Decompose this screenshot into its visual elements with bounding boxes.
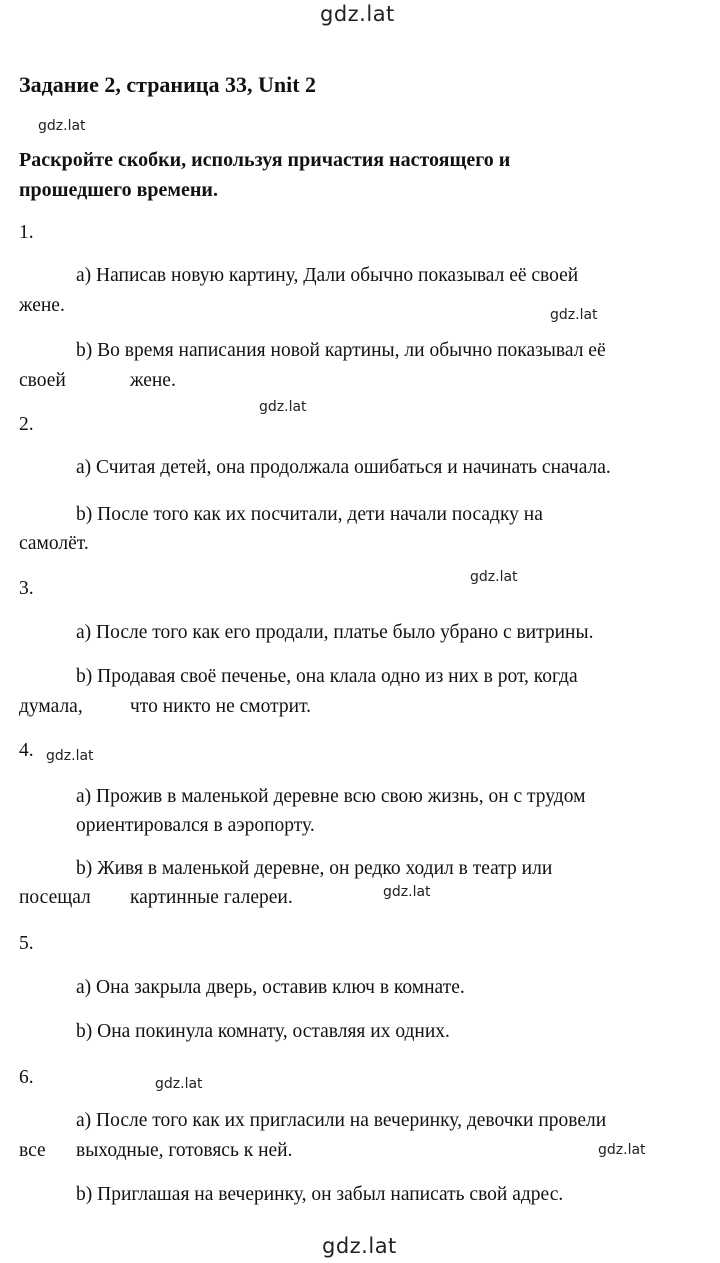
answer-a-line-1: a) Написав новую картину, Дали обычно показывал её своей: [76, 265, 579, 286]
item-number: 3.: [19, 578, 34, 599]
answer-b-line-1: b) Во время написания новой картины, ли обычно показывал её: [76, 340, 606, 361]
item-number: 2.: [19, 414, 34, 435]
answer-a-line-1: a) После того как их пригласили на вечеринку, девочки провели: [76, 1110, 607, 1131]
instruction-line-2: прошедшего времени.: [19, 179, 218, 201]
page-title: Задание 2, страница 33, Unit 2: [19, 72, 317, 97]
watermark-top: gdz.lat: [320, 2, 395, 26]
item-number: 1.: [19, 222, 34, 243]
item-number: 6.: [19, 1067, 34, 1088]
answer-a-line-2a: все: [19, 1140, 46, 1161]
answer-b-line-2b: картинные галереи.: [130, 887, 293, 908]
answer-a-line-1: a) После того как его продали, платье было убрано с витрины.: [76, 622, 594, 643]
answer-b-line-1: b) Живя в маленькой деревне, он редко ходил в театр или: [76, 858, 553, 879]
watermark: gdz.lat: [38, 118, 86, 134]
answer-b-line-1: b) После того как их посчитали, дети начали посадку на: [76, 504, 543, 525]
answer-a-line-1: a) Она закрыла дверь, оставив ключ в комнате.: [76, 977, 465, 998]
answer-b-line-1: b) Приглашая на вечеринку, он забыл написать свой адрес.: [76, 1184, 564, 1205]
answer-a-line-2: жене.: [19, 295, 65, 316]
watermark: gdz.lat: [550, 307, 598, 323]
watermark: gdz.lat: [46, 748, 94, 764]
answer-b-line-2: самолёт.: [19, 533, 89, 554]
watermark: gdz.lat: [598, 1142, 646, 1158]
answer-b-line-2a: своей: [19, 370, 66, 391]
answer-b-line-2b: жене.: [130, 370, 176, 391]
watermark: gdz.lat: [155, 1076, 203, 1092]
answer-a-line-1: a) Считая детей, она продолжала ошибаться и начинать сначала.: [76, 457, 611, 478]
watermark: gdz.lat: [470, 569, 518, 585]
answer-b-line-1: b) Она покинула комнату, оставляя их одних.: [76, 1021, 450, 1042]
watermark: gdz.lat: [259, 399, 307, 415]
answer-b-line-2a: посещал: [19, 887, 91, 908]
item-number: 4.: [19, 740, 34, 761]
watermark: gdz.lat: [383, 884, 431, 900]
watermark-bottom: gdz.lat: [322, 1234, 397, 1258]
answer-b-line-2b: что никто не смотрит.: [130, 696, 312, 717]
item-number: 5.: [19, 933, 34, 954]
answer-b-line-2a: думала,: [19, 696, 83, 717]
answer-a-line-2: ориентировался в аэропорту.: [76, 815, 315, 836]
answer-b-line-1: b) Продавая своё печенье, она клала одно из них в рот, когда: [76, 666, 578, 687]
instruction-line-1: Раскройте скобки, используя причастия настоящего и: [19, 149, 511, 171]
answer-a-line-2b: выходные, готовясь к ней.: [76, 1140, 293, 1161]
answer-a-line-1: a) Прожив в маленькой деревне всю свою жизнь, он с трудом: [76, 786, 586, 807]
